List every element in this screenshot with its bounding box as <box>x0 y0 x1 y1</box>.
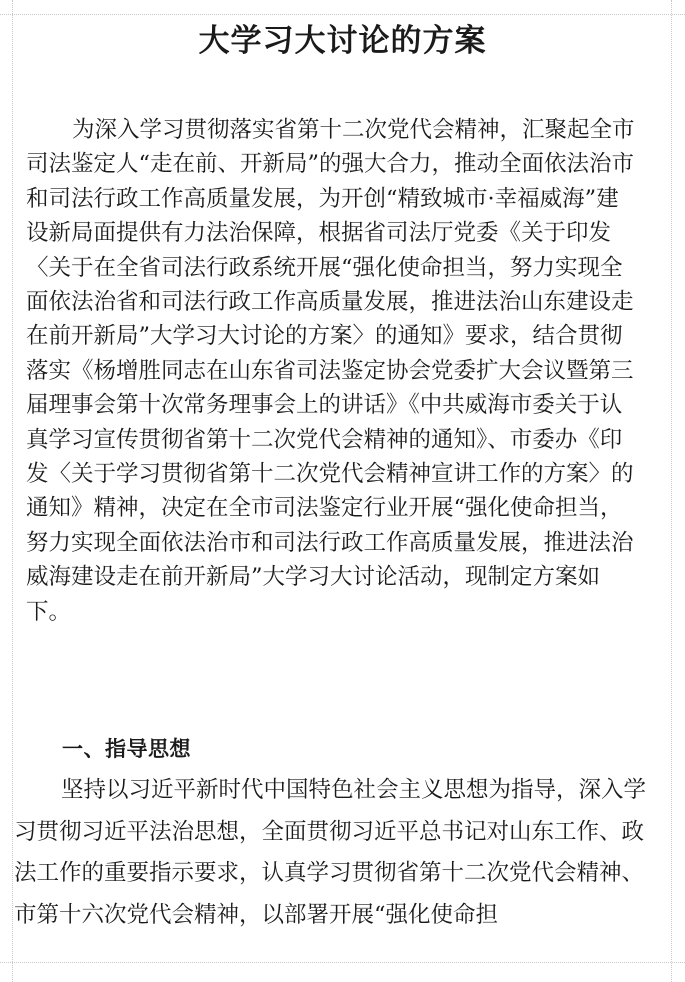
section-heading-guiding-ideology: 一、指导思想 <box>62 737 191 761</box>
intro-paragraph: 为深入学习贯彻落实省第十二次党代会精神，汇聚起全市司法鉴定人“走在前、开新局”的强大合力，推动全面依法治市和司法行政工作高质量发展，为开创“精致城市·幸福威海”建设新局面提供有力法治保障，根据省司法厅党委《关于印发〈关于在全省司法行政系统开展“强化使命担当，努力实现全面依法治省和司法行政工作高质量发展，推进法治山东建设走在前开新局”大学习大讨论的方案〉的通知》要求，结合贯彻落实《杨增胜同志在山东省司法鉴定协会党委扩大会议暨第三届理事会第十次常务理事会上的讲话》《中共威海市委关于认真学习宣传贯彻省第十二次党代会精神的通知》、市委办《印发〈关于学习贯彻省第十二次党代会精神宣讲工作的方案〉的通知》精神，决定在全市司法鉴定行业开展“强化使命担当，努力实现全面依法治市和司法行政工作高质量发展，推进法治威海建设走在前开新局”大学习大讨论活动，现制定方案如下。 <box>26 117 635 625</box>
document-title: 大学习大讨论的方案 <box>198 23 487 59</box>
left-margin-guide <box>12 0 13 982</box>
bottom-margin-guide <box>0 962 685 963</box>
top-margin-guide <box>0 14 685 15</box>
guiding-ideology-paragraph: 坚持以习近平新时代中国特色社会主义思想为指导，深入学习贯彻习近平法治思想，全面贯彻习近平总书记对山东工作、政法工作的重要指示要求，认真学习贯彻省第十二次党代会精神、市第十六次党代会精神，以部署开展“强化使命担 <box>14 777 647 928</box>
right-margin-guide <box>671 0 672 982</box>
